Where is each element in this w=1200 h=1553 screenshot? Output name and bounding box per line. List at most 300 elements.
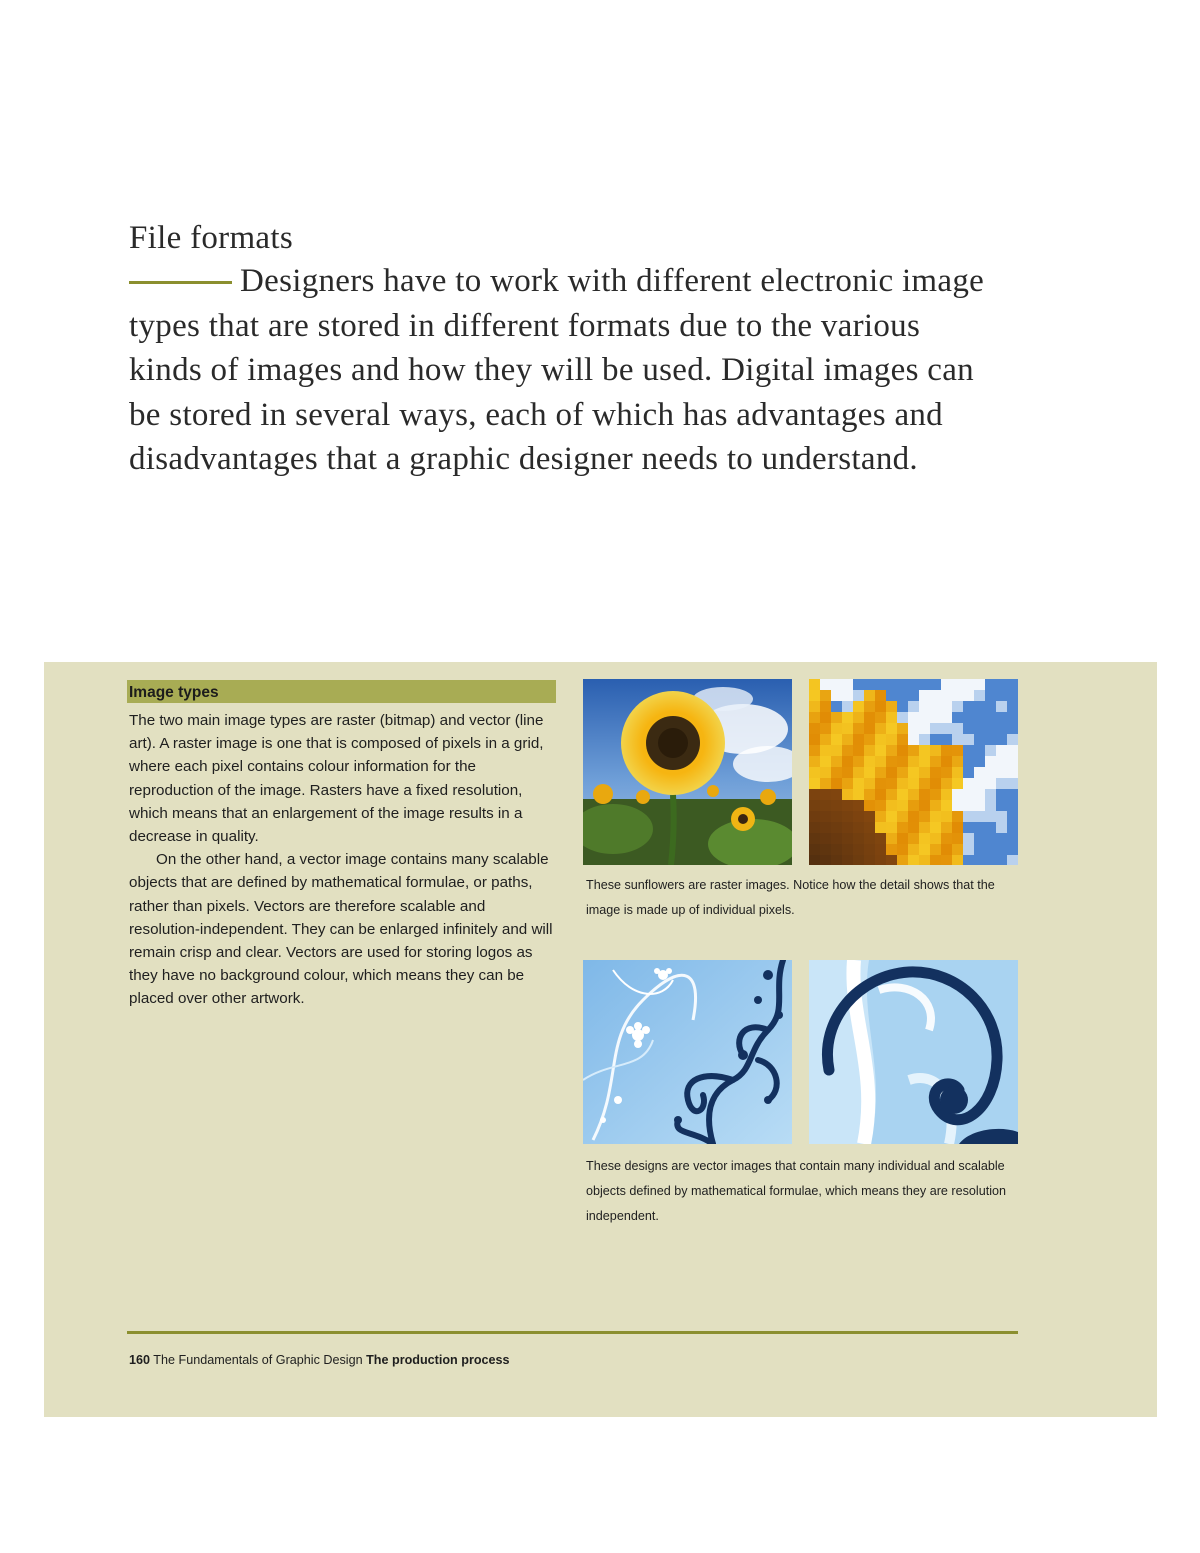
floral-vector-illustration [583,960,792,1144]
pixel-block [853,800,865,812]
pixel-block [831,701,843,713]
pixel-block [853,679,865,691]
pixel-block [897,712,909,724]
pixel-block [908,789,920,801]
pixel-block [864,800,876,812]
pixel-block [809,800,821,812]
pixel-block [897,756,909,768]
pixel-block [831,855,843,865]
pixel-block [897,811,909,823]
pixel-block [820,690,832,702]
pixel-block [842,789,854,801]
pixel-block [820,811,832,823]
pixel-block [930,745,942,757]
pixel-block [974,679,986,691]
pixel-block [853,756,865,768]
pixel-block [908,723,920,735]
pixel-block [886,811,898,823]
pixel-block [919,712,931,724]
pixel-block [875,723,887,735]
pixel-block [820,789,832,801]
intro-paragraph [129,259,989,482]
pixel-block [908,844,920,856]
pixel-block [886,679,898,691]
pixel-block [820,767,832,779]
pixel-block [996,811,1008,823]
pixel-block [963,679,975,691]
pixel-block [1007,756,1018,768]
pixel-block [919,822,931,834]
pixel-block [974,767,986,779]
pixel-block [875,800,887,812]
pixel-block [941,756,953,768]
pixel-block [1007,723,1018,735]
pixel-block [941,800,953,812]
pixel-block [809,756,821,768]
pixel-block [853,723,865,735]
pixel-block [974,778,986,790]
pixel-block [974,756,986,768]
pixel-block [996,800,1008,812]
pixel-block [985,767,997,779]
pixel-block [996,690,1008,702]
pixel-block [952,800,964,812]
pixel-block [952,745,964,757]
pixel-block [842,833,854,845]
pixel-block [985,844,997,856]
pixel-block [886,712,898,724]
pixel-block [963,833,975,845]
pixel-block [930,679,942,691]
pixel-block [864,734,876,746]
pixel-block [875,855,887,865]
pixel-block [886,844,898,856]
pixel-block [952,767,964,779]
pixel-block [974,712,986,724]
pixel-block [985,822,997,834]
pixel-block [919,778,931,790]
section-body [129,709,559,1011]
pixel-block [941,679,953,691]
pixel-block [897,822,909,834]
pixel-block [952,712,964,724]
pixel-block [908,800,920,812]
pixel-block [930,690,942,702]
pixel-block [886,701,898,713]
body-paragraph: On the other hand, a vector image contains many scalable objects that are defined by mathematical formulae, or paths, rather than pixels. Vectors are therefore scalable and resolution-independent. They can be enlarged infinitely and will remain crisp and clear. Vectors are used for storing logos as they have no background colour, which means they can be placed over other artwork. [129,851,553,1008]
pixel-block [897,855,909,865]
pixel-block [952,855,964,865]
pixel-block [941,789,953,801]
pixel-block [952,690,964,702]
pixel-block [941,745,953,757]
pixel-block [908,712,920,724]
pixel-block [952,844,964,856]
pixel-block [897,745,909,757]
pixel-block [996,844,1008,856]
pixel-block [985,833,997,845]
pixel-block [897,701,909,713]
pixel-block [831,690,843,702]
pixel-block [820,844,832,856]
pixel-block [941,822,953,834]
pixel-block [831,734,843,746]
pixel-block [886,822,898,834]
pixel-block [831,811,843,823]
pixel-block [875,767,887,779]
pixel-block [941,712,953,724]
pixel-block [853,778,865,790]
pixel-block [842,855,854,865]
pixel-block [875,778,887,790]
pixel-block [930,778,942,790]
pixel-block [941,767,953,779]
pixel-block [831,712,843,724]
pixel-block [1007,800,1018,812]
pixel-block [875,712,887,724]
pixel-block [996,734,1008,746]
pixel-block [831,756,843,768]
pixel-block [875,756,887,768]
pixel-block [1007,701,1018,713]
pixel-block [820,712,832,724]
page-number: 160 [129,1353,151,1367]
pixel-block [974,723,986,735]
pixel-block [974,701,986,713]
pixel-block [985,734,997,746]
pixel-block [941,734,953,746]
pixel-block [952,723,964,735]
pixel-block [897,800,909,812]
pixel-block [1007,822,1018,834]
pixel-block [919,844,931,856]
pixel-block [963,745,975,757]
pixel-block [831,745,843,757]
pixel-block [897,844,909,856]
pixel-block [985,789,997,801]
pixel-block [974,855,986,865]
pixel-block [842,822,854,834]
pixel-block [842,679,854,691]
pixel-block [842,756,854,768]
pixel-block [809,701,821,713]
pixel-block [809,855,821,865]
pixel-block [996,789,1008,801]
pixel-block [930,712,942,724]
pixel-block [864,778,876,790]
pixel-block [908,778,920,790]
pixel-block [974,822,986,834]
pixel-block [897,778,909,790]
pixel-block [809,833,821,845]
pixel-block [930,822,942,834]
pixel-block [853,833,865,845]
pixel-block [842,811,854,823]
pixel-block [996,723,1008,735]
pixel-block [875,701,887,713]
pixel-block [864,822,876,834]
vector-caption: These designs are vector images that contain many individual and scalable objects defined by mathematical formulae, which means they are resolution independent. [586,1159,1007,1223]
pixel-block [963,822,975,834]
pixel-block [919,811,931,823]
pixel-block [974,745,986,757]
pixel-block [1007,767,1018,779]
pixel-block [930,833,942,845]
pixel-block [853,701,865,713]
pixel-block [853,712,865,724]
pixel-block [919,800,931,812]
pixel-block [853,767,865,779]
pixel-block [941,701,953,713]
intro-text: Designers have to work with different electronic image types that are stored in different formats due to the various kinds of images and how they will be used. Digital images can be stored in several ways, each of which has advantages and disadvantages that a graphic designer needs to understand. [129,263,985,477]
pixel-block [897,833,909,845]
pixel-block [853,855,865,865]
pixel-block [941,855,953,865]
pixel-block [941,811,953,823]
pixel-block [908,767,920,779]
pixel-block [963,800,975,812]
pixel-block [820,679,832,691]
pixel-block [809,679,821,691]
pixel-block [1007,855,1018,865]
pixel-block [820,822,832,834]
pixel-block [985,745,997,757]
pixel-block [908,811,920,823]
pixel-block [963,756,975,768]
pixel-block [985,679,997,691]
pixel-block [1007,745,1018,757]
pixel-block [886,690,898,702]
pixel-block [897,679,909,691]
pixel-block [908,734,920,746]
pixel-block [853,690,865,702]
pixel-block [842,767,854,779]
pixel-block [908,833,920,845]
pixel-block [809,734,821,746]
pixel-block [820,800,832,812]
pixel-block [853,844,865,856]
pixel-block [864,756,876,768]
pixel-block [1007,778,1018,790]
pixel-block [985,701,997,713]
pixel-block [864,833,876,845]
pixel-block [1007,844,1018,856]
pixel-block [831,800,843,812]
pixel-block [941,723,953,735]
pixel-block [875,844,887,856]
book-title: The Fundamentals of Graphic Design [153,1353,363,1367]
pixel-block [864,679,876,691]
pixel-block [963,811,975,823]
pixel-block [952,811,964,823]
pixel-block [886,789,898,801]
pixel-block [974,734,986,746]
pixel-block [1007,734,1018,746]
pixel-block [930,855,942,865]
pixel-block [842,723,854,735]
pixel-block [985,712,997,724]
pixel-block [875,679,887,691]
pixel-block [908,701,920,713]
pixel-block [842,701,854,713]
pixel-block [853,789,865,801]
pixel-block [919,767,931,779]
pixel-block [842,745,854,757]
pixel-block [996,756,1008,768]
section-heading: Image types [127,680,556,703]
pixel-block [908,745,920,757]
pixel-block [941,844,953,856]
pixel-block [831,833,843,845]
pixel-block [875,745,887,757]
pixel-block [864,844,876,856]
pixel-block [930,723,942,735]
pixel-block [952,734,964,746]
pixel-block [809,745,821,757]
pixel-block [820,855,832,865]
body-paragraph: The two main image types are raster (bitmap) and vector (line art). A raster image is one that is composed of pixels in a grid, where each pixel contains colour information for the reproduction of the image. Rasters have a fixed resolution, which means that an enlargement of the image results in a decrease in quality. [129,712,544,846]
pixel-block [919,855,931,865]
pixel-block [897,734,909,746]
pixel-block [930,734,942,746]
pixel-block [963,712,975,724]
pixel-block [886,778,898,790]
pixel-block [908,756,920,768]
pixel-block [941,778,953,790]
pixel-block [864,701,876,713]
pixel-block [963,767,975,779]
pixel-block [996,855,1008,865]
pixel-block [941,833,953,845]
pixel-block [996,712,1008,724]
pixel-block [963,789,975,801]
page-title: File formats [129,220,293,256]
pixel-block [930,789,942,801]
pixel-block [886,855,898,865]
pixel-block [864,811,876,823]
pixel-block [930,800,942,812]
pixel-block [875,833,887,845]
pixel-block [842,690,854,702]
pixel-block [809,789,821,801]
pixel-block [831,778,843,790]
pixel-block [853,822,865,834]
pixel-block [919,745,931,757]
pixel-block [952,701,964,713]
raster-caption: These sunflowers are raster images. Notice how the detail shows that the image is made up of individual pixels. [586,878,995,917]
pixel-block [963,778,975,790]
pixel-block [908,679,920,691]
pixel-block [897,690,909,702]
pixel-block [930,811,942,823]
pixel-block [886,723,898,735]
pixel-block [864,789,876,801]
pixel-block [974,800,986,812]
pixel-block [864,723,876,735]
pixel-block [809,723,821,735]
pixel-block [908,855,920,865]
pixel-block [919,723,931,735]
pixel-block [996,778,1008,790]
pixel-block [919,734,931,746]
pixel-block [930,767,942,779]
pixel-block [831,822,843,834]
pixel-block [930,844,942,856]
pixelated-sunflower-detail [809,679,1018,865]
pixel-block [952,778,964,790]
pixel-block [820,734,832,746]
pixel-block [985,778,997,790]
pixel-block [919,756,931,768]
chapter-title: The production process [366,1353,510,1367]
pixel-block [886,745,898,757]
pixel-block [820,701,832,713]
pixel-block [952,756,964,768]
pixel-block [941,690,953,702]
pixel-block [809,822,821,834]
pixel-block [1007,811,1018,823]
pixel-block [875,690,887,702]
pixel-block [974,789,986,801]
pixel-block [809,712,821,724]
pixel-block [820,723,832,735]
pixel-block [875,811,887,823]
pixel-block [864,690,876,702]
pixel-block [820,745,832,757]
pixel-block [996,679,1008,691]
pixel-block [952,789,964,801]
pixel-block [1007,690,1018,702]
pixel-block [842,778,854,790]
pixel-block [897,767,909,779]
pixel-block [820,778,832,790]
pixel-block [952,822,964,834]
pixel-block [919,833,931,845]
pixel-block [820,756,832,768]
pixel-block [809,767,821,779]
pixel-block [864,855,876,865]
pixel-block [919,789,931,801]
pixel-block [875,822,887,834]
pixel-block [974,811,986,823]
pixel-block [842,712,854,724]
pixel-block [996,701,1008,713]
pixel-block [853,811,865,823]
pixel-block [853,745,865,757]
pixel-block [1007,712,1018,724]
pixel-block [809,778,821,790]
pixel-block [963,855,975,865]
pixel-block [996,833,1008,845]
pixel-block [996,767,1008,779]
pixel-block [886,767,898,779]
pixel-block [974,690,986,702]
page-footer [129,1352,510,1368]
pixel-block [842,734,854,746]
pixel-block [886,756,898,768]
pixel-block [842,800,854,812]
pixel-block [831,679,843,691]
pixel-block [919,701,931,713]
pixel-block [831,723,843,735]
pixel-block [963,734,975,746]
pixel-block [985,855,997,865]
pixel-block [930,756,942,768]
pixel-block [842,844,854,856]
pixel-block [886,734,898,746]
pixel-block [1007,679,1018,691]
sunflower-photo [583,679,792,865]
